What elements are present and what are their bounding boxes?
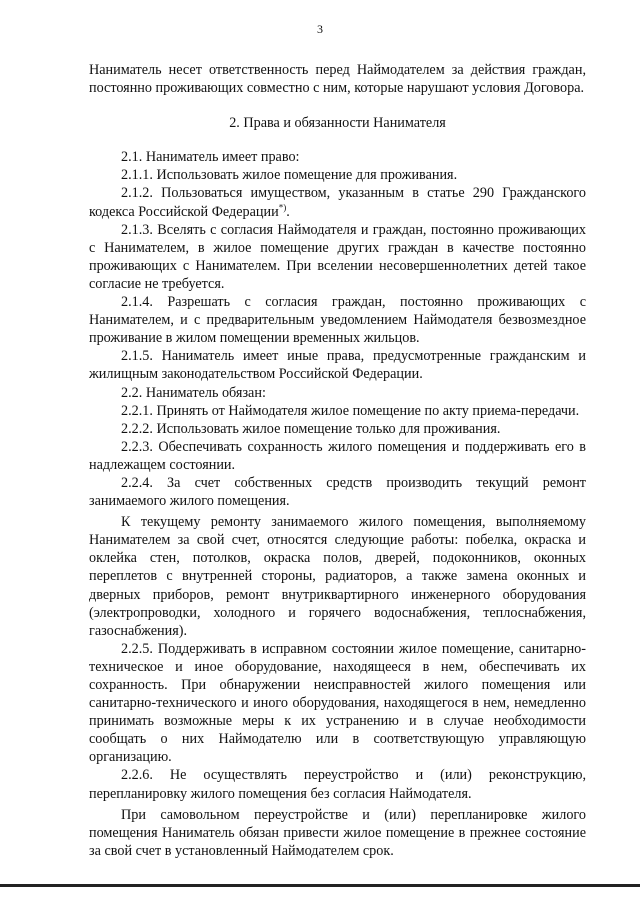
footnote-marker: *) xyxy=(278,201,287,212)
clause-2-1-2-tail: . xyxy=(286,203,290,220)
clause-2-2-2: 2.2.2. Использовать жилое помещение только для проживания. xyxy=(121,420,501,437)
clause-2-1-3: 2.1.3. Вселять с согласия Наймодателя и граждан, постоянно проживающих с Нанимателем, в жилое помещение других граждан в качестве постоянно проживающих с Нанимателем. При вселении несовершеннолетних детей такое согласие не требуется. xyxy=(89,221,586,292)
clause-2-2: 2.2. Наниматель обязан: xyxy=(121,384,266,401)
clause-2-1-5: 2.1.5. Наниматель имеет иные права, предусмотренные гражданским и жилищным законодательством Российской Федерации. xyxy=(89,348,586,383)
page-bottom-border xyxy=(0,884,640,887)
page-number: 3 xyxy=(317,22,323,36)
section-heading-tenant-rights: 2. Права и обязанности Нанимателя xyxy=(229,115,446,132)
clause-2-1-2 xyxy=(89,184,586,220)
clause-2-2-1: 2.2.1. Принять от Наймодателя жилое помещение по акту приема-передачи. xyxy=(121,402,580,419)
clause-2-1-1: 2.1.1. Использовать жилое помещение для проживания. xyxy=(121,167,458,184)
clause-2-1-2-text: 2.1.2. Пользоваться имуществом, указанным в статье 290 Гражданского кодекса Российской Федерации xyxy=(89,185,586,220)
clause-2-1: 2.1. Наниматель имеет право: xyxy=(121,149,300,166)
clause-2-2-4: 2.2.4. За счет собственных средств производить текущий ремонт занимаемого жилого помещения. xyxy=(89,474,586,510)
clause-2-2-5: 2.2.5. Поддерживать в исправном состоянии жилое помещение, санитарно-техническое и иное оборудование, находящееся в нем, обеспечивать их сохранность. При обнаружении неисправностей жилого помещения или санитарно-технического и иного оборудования, находящегося в нем, немедленно принимать возможные меры к их устранению и в случае необходимости сообщать о них Наймодателю или в соответствующую управляющую организацию. xyxy=(89,640,586,766)
clause-2-2-3: 2.2.3. Обеспечивать сохранность жилого помещения и поддерживать его в надлежащем состоянии. xyxy=(89,438,586,473)
document-body xyxy=(89,61,586,860)
paragraph-current-repair-works: К текущему ремонту занимаемого жилого помещения, выполняемому Нанимателем за свой счет, относятся следующие работы: побелка, окраска и оклейка стен, потолков, окраска полов, дверей, подоконников, оконных переплетов с внутренней стороны, радиаторов, а также замена оконных и дверных приборов, ремонт внутриквартирного инженерного оборудования (электропроводки, холодного и горячего водоснабжения, теплоснабжения, газоснабжения). xyxy=(89,514,586,639)
paragraph-unauthorized-reconstruction: При самовольном переустройстве и (или) перепланировке жилого помещения Наниматель обязан привести жилое помещение в прежнее состояние за свой счет в установленный Наймодателем срок. xyxy=(89,806,586,859)
clause-2-2-6: 2.2.6. Не осуществлять переустройство и (или) реконструкцию, перепланировку жилого помещения без согласия Наймодателя. xyxy=(89,767,586,802)
paragraph-tenant-responsibility: Наниматель несет ответственность перед Наймодателем за действия граждан, постоянно проживающих совместно с ним, которые нарушают условия Договора. xyxy=(89,62,586,97)
clause-2-1-4: 2.1.4. Разрешать с согласия граждан, постоянно проживающих с Нанимателем, и с предварительным уведомлением Наймодателя безвозмездное проживание в жилом помещении временных жильцов. xyxy=(89,294,586,347)
